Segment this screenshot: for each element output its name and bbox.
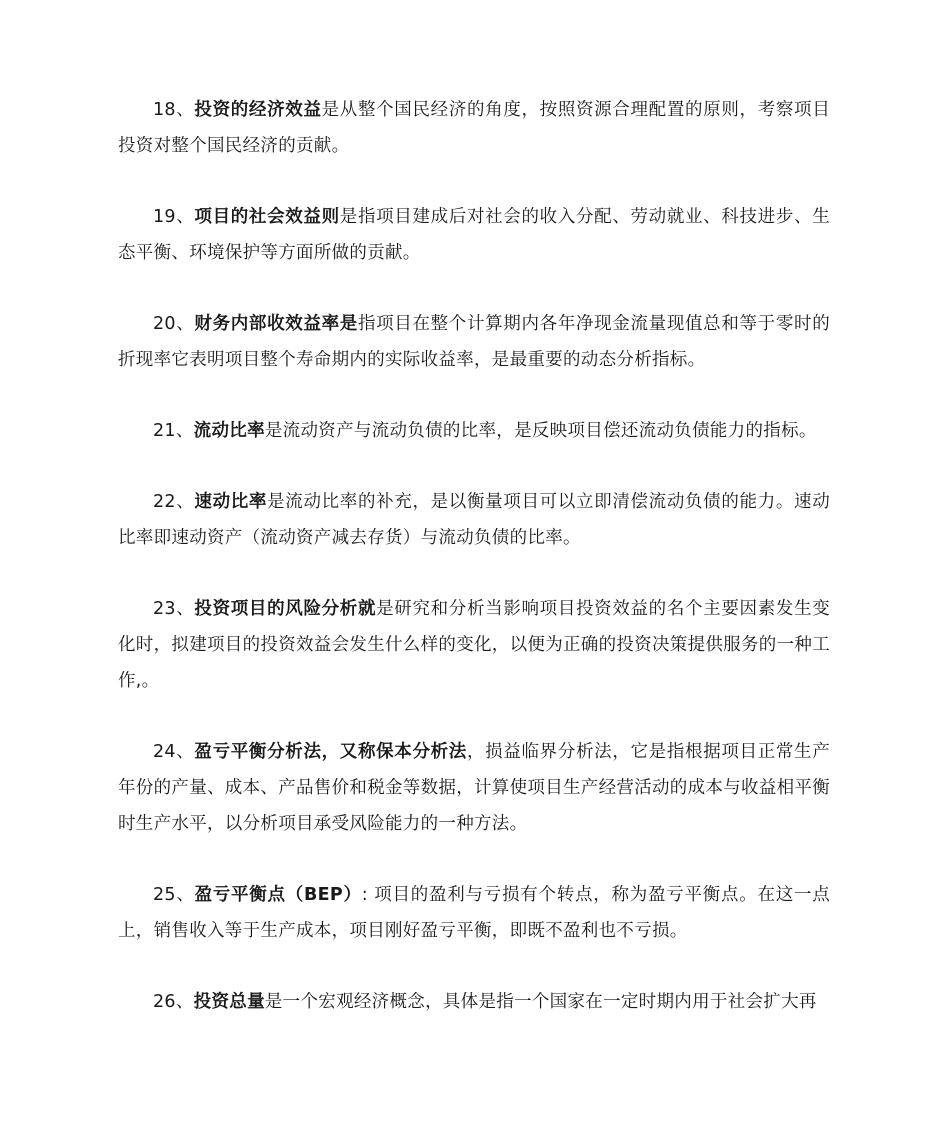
definition-paragraph (118, 591, 830, 699)
definition-text: 是流动比率的补充，是以衡量项目可以立即清偿流动负债的能力。速动比率即速动资产（流动资产减去存货）与流动负债的比率。 (118, 492, 831, 548)
item-number: 22、 (153, 492, 195, 512)
definition-paragraph (118, 413, 830, 449)
definition-paragraph (118, 984, 830, 1020)
definition-paragraph (118, 92, 830, 164)
definition-paragraph (118, 306, 830, 378)
item-number: 24、 (153, 742, 195, 762)
definition-paragraph (118, 484, 830, 556)
item-number: 26、 (153, 992, 194, 1012)
bold-term: 项目的社会效益则 (194, 207, 340, 227)
definition-text: 是一个宏观经济概念，具体是指一个国家在一定时期内用于社会扩大再 (264, 992, 817, 1012)
definition-paragraph (118, 734, 830, 842)
bold-term: 投资项目的风险分析就 (194, 599, 377, 619)
definition-paragraph (118, 877, 830, 949)
definition-text: 是研究和分析当影响项目投资效益的名个主要因素发生变化时，拟建项目的投资效益会发生什么样的变化，以便为正确的投资决策提供服务的一种工作,。 (118, 599, 831, 691)
definition-text: 是指项目建成后对社会的收入分配、劳动就业、科技进步、生态平衡、环境保护等方面所做的贡献。 (118, 207, 830, 263)
item-number: 21、 (153, 421, 194, 441)
definition-paragraph (118, 199, 830, 271)
item-number: 19、 (153, 207, 195, 227)
bold-term: 投资的经济效益 (194, 100, 322, 120)
item-number: 23、 (153, 599, 195, 619)
definition-text: ，损益临界分析法，它是指根据项目正常生产年份的产量、成本、产品售价和税金等数据，计算使项目生产经营活动的成本与收益相平衡时生产水平，以分析项目承受风险能力的一种方法。 (118, 742, 831, 834)
item-number: 18、 (153, 100, 195, 120)
definition-text: 是从整个国民经济的角度，按照资源合理配置的原则，考察项目投资对整个国民经济的贡献。 (118, 100, 831, 156)
bold-term: 速动比率 (194, 492, 268, 512)
bold-term: 盈亏平衡点（BEP） (194, 885, 362, 905)
definition-text: 是流动资产与流动负债的比率，是反映项目偿还流动负债能力的指标。 (264, 421, 817, 441)
definition-text: : 项目的盈利与亏损有个转点，称为盈亏平衡点。在这一点上，销售收入等于生产成本，项目刚好盈亏平衡，即既不盈利也不亏损。 (118, 885, 830, 941)
bold-term: 盈亏平衡分析法，又称保本分析法 (194, 742, 467, 762)
bold-term: 财务内部收效益率是 (194, 314, 358, 334)
definition-text: 指项目在整个计算期内各年净现金流量现值总和等于零时的折现率它表明项目整个寿命期内的实际收益率，是最重要的动态分析指标。 (118, 314, 830, 370)
item-number: 25、 (153, 885, 195, 905)
bold-term: 投资总量 (193, 992, 265, 1012)
item-number: 20、 (153, 314, 195, 334)
bold-term: 流动比率 (193, 421, 265, 441)
document-page (118, 92, 830, 1055)
